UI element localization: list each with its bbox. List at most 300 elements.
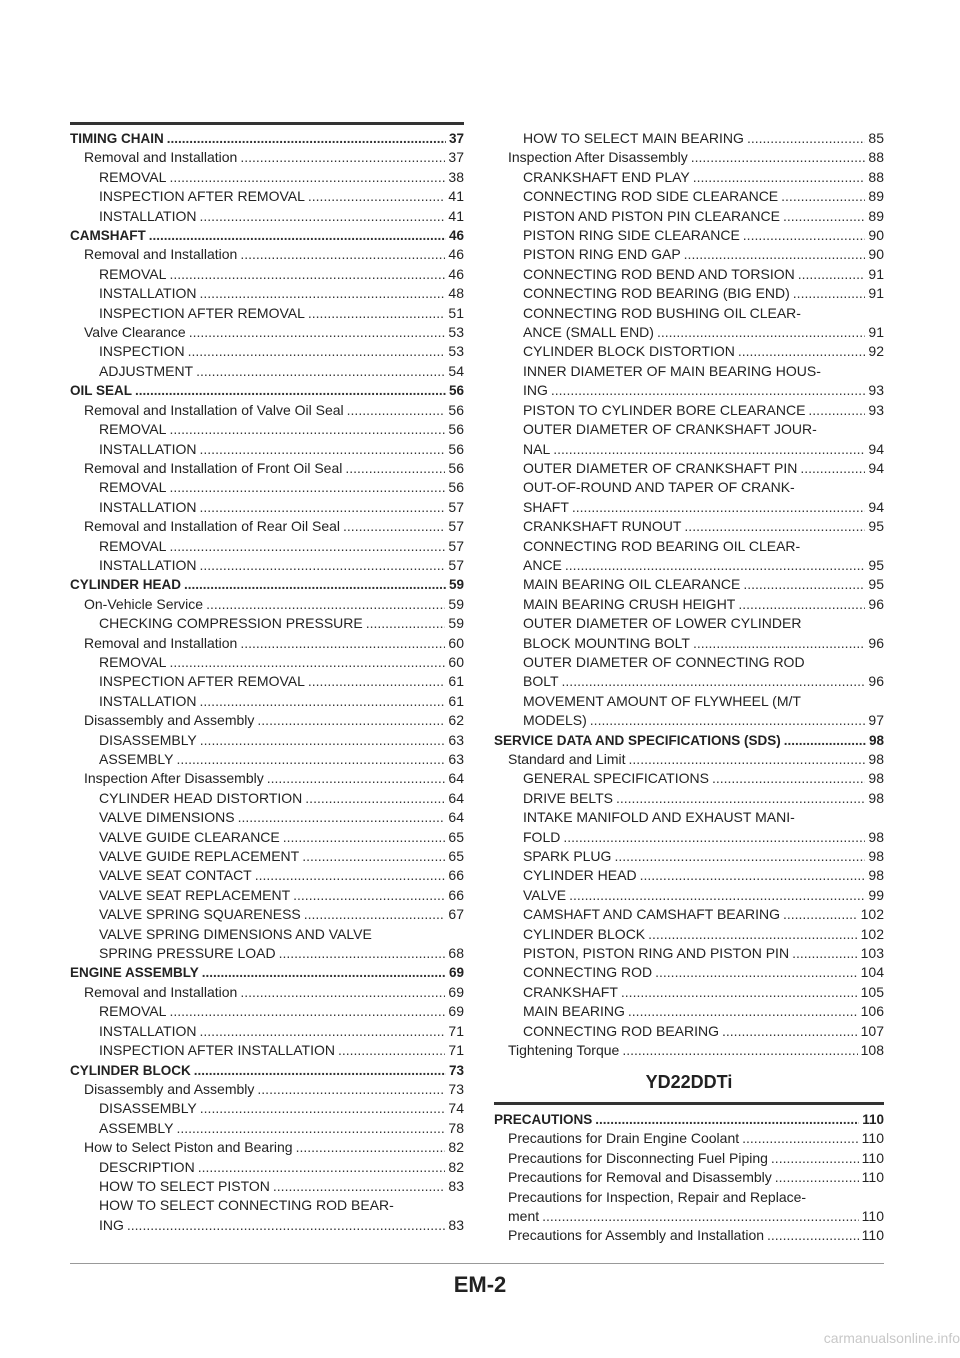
toc-entry[interactable] [70,711,464,730]
dot-leader [691,148,866,167]
dot-leader [562,672,866,691]
toc-entry-page: 65 [448,828,464,845]
toc-entry-page: 64 [448,789,464,806]
toc-entry[interactable] [494,265,884,284]
toc-entry[interactable] [70,1080,464,1099]
toc-entry[interactable] [70,459,464,478]
toc-entry[interactable] [494,1168,884,1187]
dot-leader [283,828,446,847]
toc-entry[interactable] [70,672,464,691]
toc-entry-title: CONNECTING ROD [523,964,653,981]
toc-entry[interactable] [494,226,884,245]
toc-entry[interactable] [494,634,884,653]
toc-entry[interactable] [494,207,884,226]
toc-entry[interactable] [70,866,464,885]
toc-entry[interactable] [494,401,884,420]
toc-entry[interactable] [494,575,884,594]
toc-entry-page: 73 [448,1080,464,1097]
dot-leader [240,148,445,167]
toc-entry[interactable] [70,634,464,653]
toc-entry-page: 71 [448,1042,464,1059]
dot-leader [273,1177,446,1196]
toc-entry-page: 63 [448,731,464,748]
toc-entry-page: 98 [868,789,884,806]
toc-entry[interactable] [70,265,464,284]
toc-entry-title: INSPECTION AFTER INSTALLATION [99,1042,335,1059]
toc-entry-page: 53 [448,324,464,341]
toc-entry-wrapped-line[interactable]: HOW TO SELECT CONNECTING ROD BEAR- [99,1197,394,1214]
section-divider [494,1102,884,1105]
toc-entry-page: 110 [861,1149,884,1166]
toc-entry-title: ENGINE ASSEMBLY [70,965,199,981]
toc-entry-title: REMOVAL [99,1003,167,1020]
dot-leader [200,692,446,711]
dot-leader [293,886,445,905]
toc-entry-title: CONNECTING ROD BEARING [523,1022,720,1039]
toc-entry-title: Precautions for Assembly and Installation [508,1227,765,1244]
toc-entry-wrapped-line[interactable]: OUTER DIAMETER OF CONNECTING ROD [523,653,805,670]
toc-entry[interactable] [70,245,464,264]
toc-entry[interactable] [494,944,884,963]
toc-entry[interactable] [494,1207,884,1226]
dot-leader [743,575,865,594]
toc-entry[interactable] [494,1002,884,1021]
toc-entry[interactable] [70,478,464,497]
toc-entry-page: 102 [860,906,884,923]
toc-entry-page: 85 [868,130,884,146]
toc-left-column [70,122,464,1235]
dot-leader [542,1207,859,1226]
toc-entry[interactable] [70,187,464,206]
toc-entry-title: Precautions for Disconnecting Fuel Piping [508,1149,768,1166]
toc-entry[interactable] [494,1129,884,1148]
toc-entry[interactable] [70,1099,464,1118]
toc-entry[interactable] [494,769,884,788]
toc-entry[interactable] [494,440,884,459]
toc-entry-page: 61 [448,673,464,690]
toc-entry-wrapped-line[interactable]: MOVEMENT AMOUNT OF FLYWHEEL (M/T [523,692,801,709]
toc-entry[interactable] [70,1138,464,1157]
dot-leader [572,498,866,517]
toc-entry-page: 56 [448,383,464,399]
toc-entry-title: DRIVE BELTS [523,789,613,806]
toc-entry[interactable] [494,129,884,148]
toc-entry[interactable] [494,750,884,769]
toc-entry-title: INSPECTION AFTER REMOVAL [99,304,305,321]
toc-entry-page: 61 [448,692,464,709]
dot-leader [648,925,857,944]
dot-leader [255,866,446,885]
dot-leader [684,245,866,264]
toc-entry[interactable] [494,672,884,691]
toc-entry[interactable] [70,362,464,381]
toc-entry-page: 90 [868,227,884,244]
toc-entry[interactable] [494,866,884,885]
toc-entry[interactable] [70,692,464,711]
toc-entry-title: VALVE GUIDE CLEARANCE [99,828,280,845]
toc-entry[interactable] [70,342,464,361]
toc-entry[interactable] [70,1002,464,1021]
dot-leader [622,1041,857,1060]
toc-entry[interactable] [70,1041,464,1060]
toc-entry[interactable] [70,944,464,963]
toc-entry-page: 97 [868,712,884,729]
dot-leader [793,284,866,303]
toc-entry-title: MAIN BEARING OIL CLEARANCE [523,576,741,593]
toc-entry-page: 38 [448,168,464,185]
dot-leader [775,1168,859,1187]
toc-entry-title: INSPECTION [99,343,185,360]
toc-entry[interactable] [494,925,884,944]
toc-entry-page: 51 [448,304,464,321]
toc-entry-title: TIMING CHAIN [70,131,164,146]
toc-entry[interactable] [70,1119,464,1138]
dot-leader [621,983,858,1002]
toc-entry[interactable] [70,1061,464,1080]
toc-right-column [494,125,884,1061]
dot-leader [169,478,445,497]
dot-leader [308,187,446,206]
toc-entry-title: ment [508,1208,540,1225]
dot-leader [308,304,446,323]
toc-entry-title: CAMSHAFT [70,228,146,244]
toc-entry-title: MAIN BEARING [523,1003,625,1020]
toc-entry[interactable] [494,963,884,982]
toc-entry-title: Precautions for Removal and Disassembly [508,1169,772,1186]
toc-entry[interactable] [494,1022,884,1041]
toc-entry-title: CHECKING COMPRESSION PRESSURE [99,615,363,632]
toc-entry-title: INSTALLATION [99,1022,197,1039]
toc-entry-page: 63 [448,751,464,767]
toc-entry[interactable] [70,304,464,323]
dot-leader [693,634,865,653]
toc-entry[interactable] [494,1041,884,1060]
toc-entry-page: 48 [448,285,464,302]
footer-divider [70,1263,884,1264]
toc-entry-page: 74 [448,1100,464,1117]
toc-entry-page: 98 [868,732,884,748]
toc-entry[interactable] [70,148,464,167]
toc-entry-title: PISTON AND PISTON PIN CLEARANCE [523,207,780,224]
toc-entry[interactable] [494,187,884,206]
toc-entry-title: Removal and Installation of Front Oil Seal [84,459,343,476]
dot-leader [693,168,866,187]
toc-entry[interactable] [70,129,464,148]
toc-entry-title: INSTALLATION [99,692,197,709]
toc-entry-page: 57 [448,537,464,554]
toc-entry[interactable] [70,498,464,517]
toc-entry-page: 60 [448,634,464,651]
dot-leader [176,1119,445,1138]
toc-entry-wrapped-line[interactable]: OUTER DIAMETER OF CRANKSHAFT JOUR- [523,421,817,438]
toc-entry[interactable] [70,537,464,556]
toc-entry-title: ADJUSTMENT [99,362,194,379]
toc-entry-page: 59 [448,595,464,612]
dot-leader [305,789,445,808]
toc-entry[interactable] [494,847,884,866]
toc-entry[interactable] [70,595,464,614]
toc-entry-page: 110 [861,1227,884,1244]
toc-entry-title: VALVE SEAT REPLACEMENT [99,886,291,903]
toc-entry[interactable] [70,575,464,594]
toc-entry-title: VALVE GUIDE REPLACEMENT [99,848,300,865]
dot-leader [188,342,446,361]
toc-entry-page: 98 [868,867,884,884]
toc-entry-page: 41 [448,188,464,205]
toc-entry-title: SERVICE DATA AND SPECIFICATIONS (SDS) [494,732,781,748]
toc-entry-page: 56 [448,479,464,496]
toc-entry[interactable] [70,1022,464,1041]
toc-entry[interactable] [494,595,884,614]
toc-entry[interactable] [494,323,884,342]
toc-entry-wrapped-line[interactable]: CONNECTING ROD BEARING OIL CLEAR- [523,537,801,554]
toc-entry-title: Disassembly and Assembly [84,1080,255,1097]
toc-entry[interactable] [70,847,464,866]
toc-entry-page: 37 [448,149,464,166]
toc-entry-title: Removal and Installation [84,246,238,263]
toc-entry-page: 98 [868,770,884,787]
toc-entry-page: 91 [868,285,884,302]
toc-entry[interactable] [70,750,464,769]
toc-entry-page: 105 [860,983,884,1000]
toc-entry-title: CRANKSHAFT RUNOUT [523,518,682,535]
toc-entry[interactable] [70,886,464,905]
dot-leader [238,808,446,827]
toc-entry[interactable] [494,731,884,750]
toc-entry[interactable] [70,401,464,420]
toc-entry-title: SPARK PLUG [523,848,612,865]
toc-entry-page: 98 [868,828,884,845]
toc-entry[interactable] [494,886,884,905]
toc-entry[interactable] [70,420,464,439]
toc-entry[interactable] [494,1110,884,1129]
toc-entry-title: CYLINDER BLOCK DISTORTION [523,343,735,360]
toc-entry-title: On-Vehicle Service [84,595,204,612]
toc-entry-title: CRANKSHAFT [523,983,618,1000]
toc-entry-title: HOW TO SELECT MAIN BEARING [523,130,744,146]
toc-entry-title: DESCRIPTION [99,1158,195,1175]
dot-leader [800,459,865,478]
toc-entry-title: OUTER DIAMETER OF CRANKSHAFT PIN [523,459,798,476]
toc-entry-title: CYLINDER BLOCK [523,925,646,942]
dot-leader [808,401,865,420]
toc-entry[interactable] [70,226,464,245]
toc-entry[interactable] [494,711,884,730]
toc-entry[interactable] [70,731,464,750]
toc-entry-title: INSPECTION AFTER REMOVAL [99,673,305,690]
toc-entry-page: 92 [868,343,884,360]
dot-leader [738,342,866,361]
toc-entry[interactable] [494,556,884,575]
toc-entry[interactable] [70,323,464,342]
dot-leader [176,750,445,769]
toc-entry[interactable] [70,168,464,187]
toc-entry-page: 68 [448,945,464,962]
toc-entry-page: 41 [448,207,464,224]
toc-entry[interactable] [70,1216,464,1235]
toc-entry[interactable] [494,284,884,303]
toc-entry-title: REMOVAL [99,479,167,496]
dot-leader [640,866,866,885]
toc-entry[interactable] [494,1226,884,1245]
dot-leader [347,401,446,420]
toc-entry[interactable] [70,207,464,226]
dot-leader [304,905,446,924]
toc-entry-page: 65 [448,848,464,865]
toc-entry-title: ING [99,1216,124,1233]
toc-entry[interactable] [494,905,884,924]
dot-leader [684,517,865,536]
dot-leader [267,769,446,788]
toc-entry-page: 95 [868,518,884,535]
toc-entry-page: 96 [868,634,884,651]
toc-entry-wrapped-line[interactable]: INTAKE MANIFOLD AND EXHAUST MANI- [523,809,795,826]
dot-leader [798,265,866,284]
toc-entry-title: CAMSHAFT AND CAMSHAFT BEARING [523,906,780,923]
dot-leader [127,1216,446,1235]
dot-leader [308,672,446,691]
toc-entry[interactable] [70,556,464,575]
dot-leader [657,323,865,342]
toc-entry[interactable] [70,905,464,924]
dot-leader [302,847,445,866]
toc-entry-wrapped-line[interactable]: OUT-OF-ROUND AND TAPER OF CRANK- [523,479,795,496]
dot-leader [167,129,446,148]
toc-entry[interactable] [494,498,884,517]
dot-leader [169,420,445,439]
toc-entry-page: 37 [448,131,464,146]
toc-entry-page: 103 [860,945,884,962]
toc-entry[interactable] [494,459,884,478]
toc-entry-page: 94 [868,459,884,476]
toc-entry-page: 60 [448,653,464,670]
toc-entry-wrapped-line[interactable]: CONNECTING ROD BUSHING OIL CLEAR- [523,304,801,321]
toc-entry[interactable] [494,342,884,361]
dot-leader [565,556,866,575]
toc-entry[interactable] [494,168,884,187]
toc-entry-page: 56 [448,459,464,476]
dot-leader [169,168,445,187]
dot-leader [200,207,446,226]
toc-entry-title: CYLINDER HEAD [70,577,182,593]
dot-leader [149,226,446,245]
toc-entry-title: Standard and Limit [508,751,626,767]
toc-entry[interactable] [70,284,464,303]
toc-entry-page: 83 [448,1216,464,1233]
toc-entry-wrapped-line[interactable]: Precautions for Inspection, Repair and Replace- [508,1188,807,1205]
toc-entry-page: 104 [860,964,884,981]
toc-entry[interactable] [70,1158,464,1177]
dot-leader [616,789,865,808]
toc-entry-title: ANCE (SMALL END) [523,324,654,341]
toc-entry-page: 57 [448,556,464,573]
toc-entry-page: 83 [448,1177,464,1194]
toc-entry-page: 56 [448,401,464,418]
toc-entry-title: REMOVAL [99,168,167,185]
toc-entry[interactable] [70,1177,464,1196]
toc-entry-page: 69 [448,983,464,1000]
toc-entry-page: 95 [868,556,884,573]
toc-entry[interactable] [494,245,884,264]
toc-entry[interactable] [70,828,464,847]
toc-entry-title: VALVE SPRING SQUARENESS [99,906,301,923]
toc-entry[interactable] [70,769,464,788]
toc-entry-title: OIL SEAL [70,383,133,399]
toc-entry-title: DISASSEMBLY [99,731,197,748]
toc-entry-title: PISTON RING SIDE CLEARANCE [523,227,740,244]
toc-entry[interactable] [494,1149,884,1168]
dot-leader [194,1061,446,1080]
toc-entry[interactable] [70,614,464,633]
toc-entry-title: INSTALLATION [99,440,197,457]
toc-entry[interactable] [494,148,884,167]
toc-entry-title: Removal and Installation [84,149,238,166]
toc-entry-page: 110 [861,1130,884,1147]
dot-leader [343,517,445,536]
toc-entry[interactable] [70,983,464,1002]
dot-leader [240,245,445,264]
toc-entry-wrapped-line[interactable]: INNER DIAMETER OF MAIN BEARING HOUS- [523,362,821,379]
dot-leader [551,381,866,400]
toc-entry-title: INSTALLATION [99,285,197,302]
toc-right-column-yd22 [494,1110,884,1246]
toc-entry[interactable] [70,381,464,400]
toc-entry[interactable] [494,789,884,808]
toc-entry-title: CRANKSHAFT END PLAY [523,168,690,185]
dot-leader [169,1002,445,1021]
toc-entry[interactable] [70,789,464,808]
toc-entry[interactable] [70,653,464,672]
dot-leader [240,634,445,653]
toc-entry-title: ASSEMBLY [99,751,174,767]
toc-entry-page: 57 [448,498,464,515]
toc-entry-page: 96 [868,595,884,612]
toc-entry-title: CYLINDER HEAD DISTORTION [99,789,303,806]
dot-leader [200,284,446,303]
toc-entry-wrapped-line[interactable]: OUTER DIAMETER OF LOWER CYLINDER [523,615,802,632]
toc-entry-page: 91 [868,265,884,282]
toc-entry-title: REMOVAL [99,421,167,438]
dot-leader [200,440,446,459]
toc-entry[interactable] [494,517,884,536]
toc-entry-title: VALVE [523,886,567,903]
toc-entry-wrapped-line[interactable]: VALVE SPRING DIMENSIONS AND VALVE [99,925,372,942]
toc-entry[interactable] [70,808,464,827]
toc-entry[interactable] [494,828,884,847]
toc-entry-page: 62 [448,712,464,729]
toc-entry-page: 59 [448,615,464,632]
dot-leader [563,828,865,847]
toc-entry[interactable] [494,381,884,400]
dot-leader [200,731,446,750]
toc-entry[interactable] [494,983,884,1002]
toc-entry[interactable] [70,963,464,982]
toc-entry-title: Inspection After Disassembly [84,770,264,787]
dot-leader [712,769,865,788]
toc-entry[interactable] [70,440,464,459]
dot-leader [338,1041,445,1060]
dot-leader [169,653,445,672]
toc-entry-page: 107 [860,1022,884,1039]
toc-entry-title: SHAFT [523,498,569,515]
toc-entry[interactable] [70,517,464,536]
toc-entry-title: BLOCK MOUNTING BOLT [523,634,690,651]
toc-entry-page: 66 [448,867,464,884]
toc-entry-title: MAIN BEARING CRUSH HEIGHT [523,595,736,612]
toc-entry-page: 69 [448,965,464,981]
dot-leader [781,187,865,206]
dot-leader [135,381,446,400]
